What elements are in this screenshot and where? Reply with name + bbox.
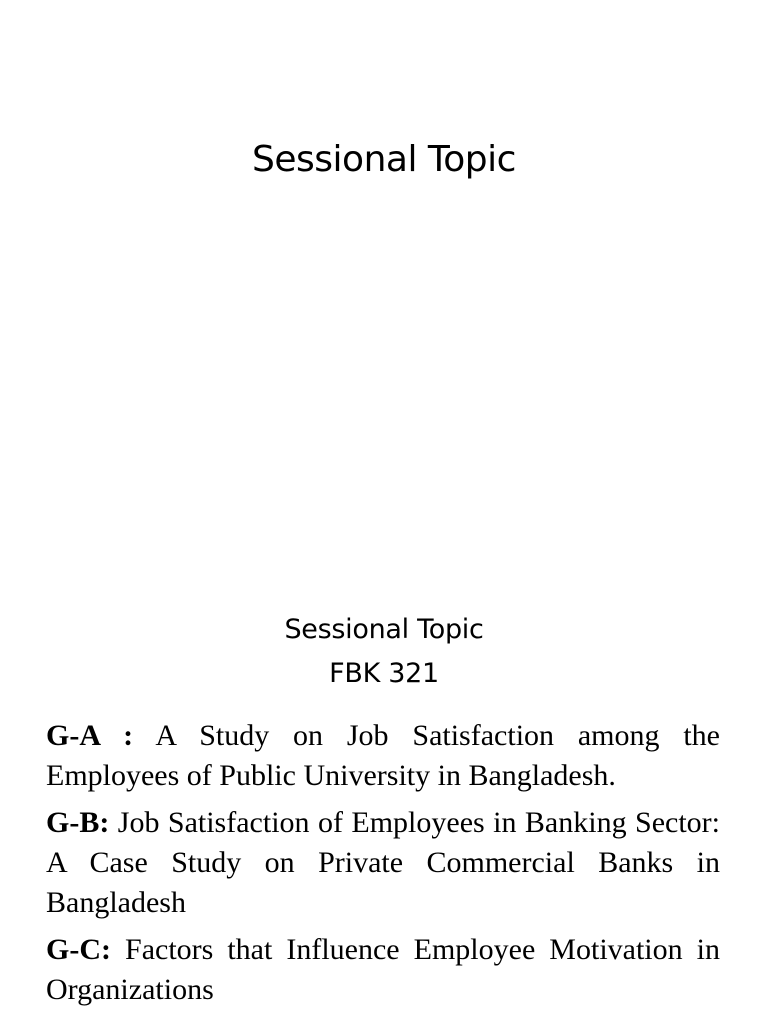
topic-text: Job Satisfaction of Employees in Banking Sector: A Case Study on Private Commercial Banks in Bangladesh xyxy=(46,806,720,919)
topic-code: G-C: xyxy=(46,933,111,966)
topic-text: Factors that Influence Employee Motivation in Organizations xyxy=(46,933,720,1006)
slide-title: Sessional Topic xyxy=(252,139,516,180)
topic-code: G-B: xyxy=(46,806,110,839)
topic-list xyxy=(46,716,720,1017)
slide-heading: Sessional Topic xyxy=(284,614,484,645)
topic-code: G-A : xyxy=(46,719,134,752)
topic-item-gb xyxy=(46,803,720,923)
course-code: FBK 321 xyxy=(329,658,439,689)
topic-text: A Study on Job Satisfaction among the Employees of Public University in Bangladesh. xyxy=(46,719,720,792)
topic-item-ga xyxy=(46,716,720,796)
topic-item-gc xyxy=(46,930,720,1010)
slide-heading-block xyxy=(0,608,768,696)
